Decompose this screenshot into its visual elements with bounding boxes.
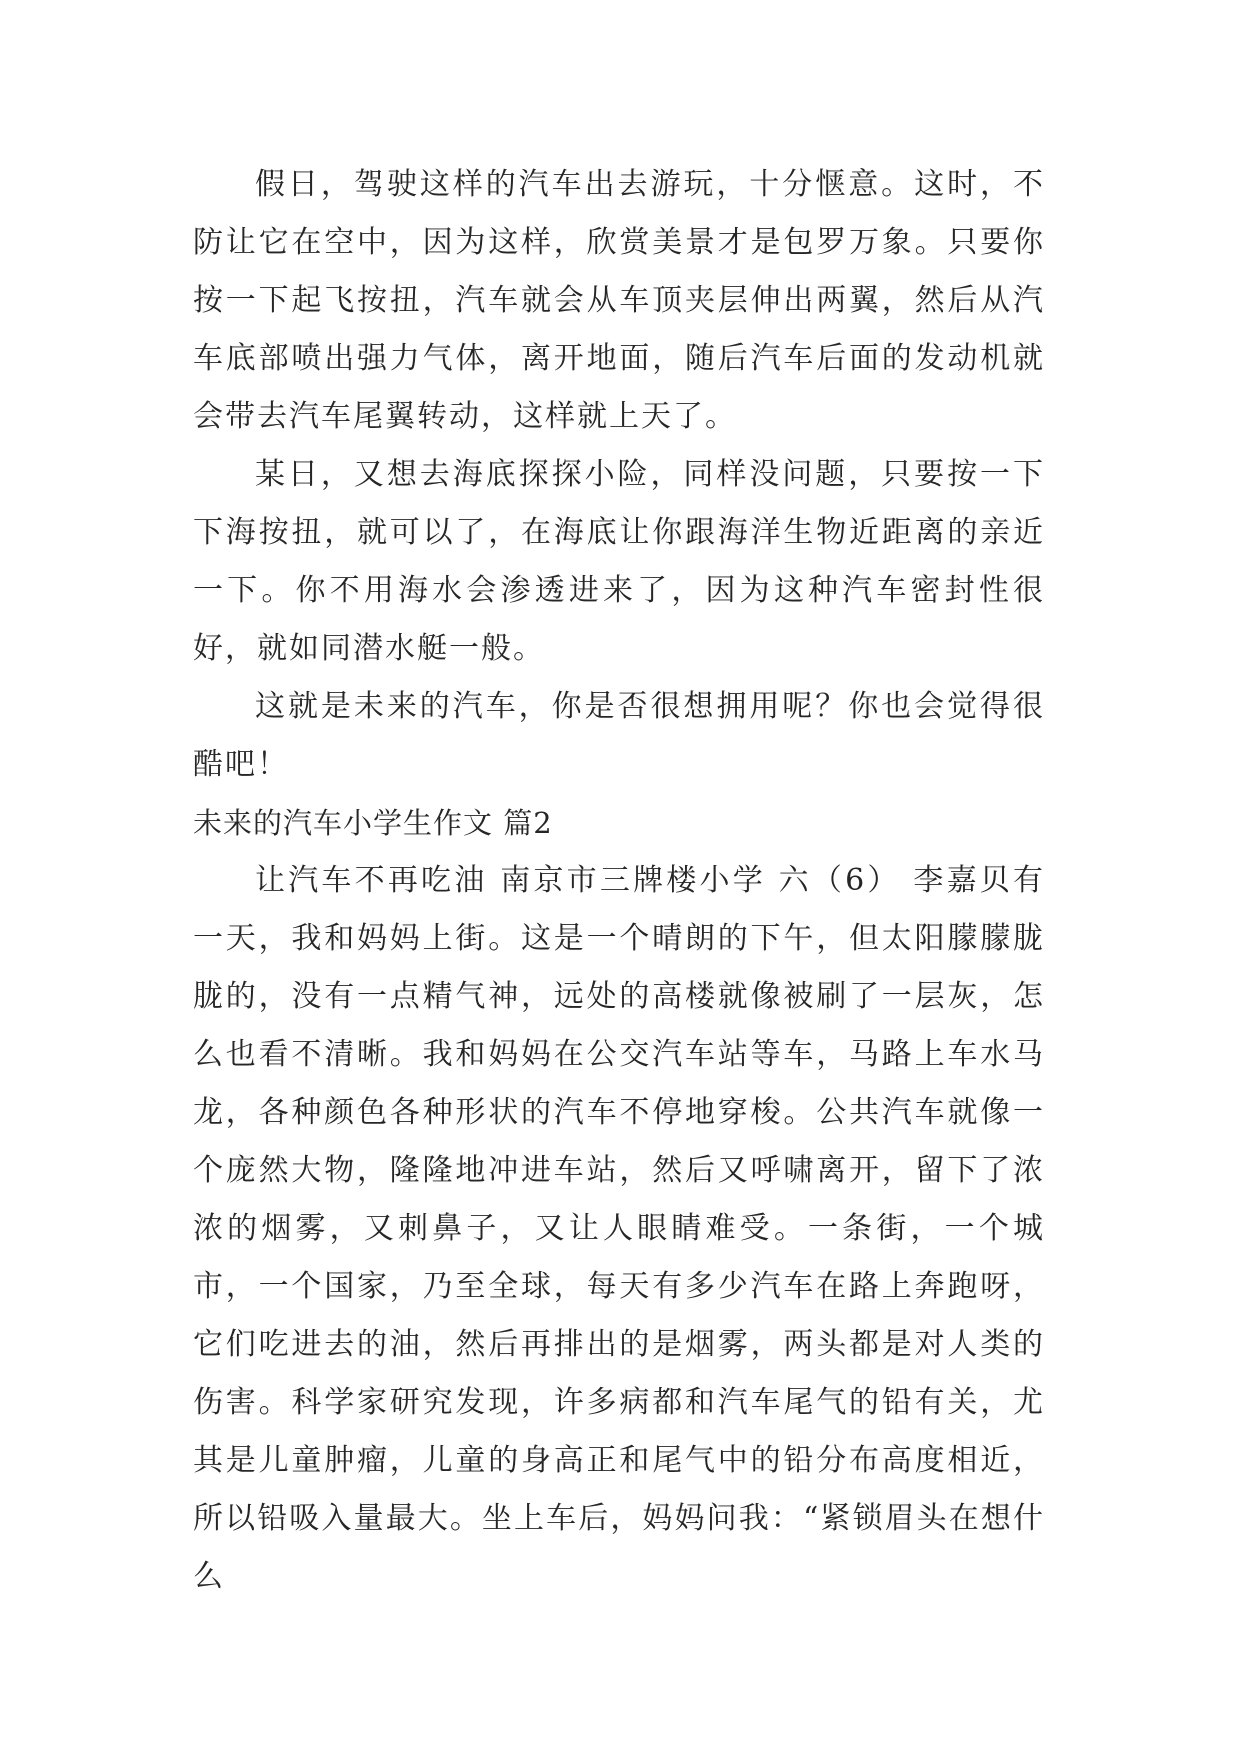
paragraph-underwater-car: 某日，又想去海底探探小险，同样没问题，只要按一下下海按扭，就可以了，在海底让你跟海洋生物近距离的亲近一下。你不用海水会渗透进来了，因为这种汽车密封性很好，就如同潜水艇一般。 — [193, 457, 1045, 666]
paragraph-essay-2: 让汽车不再吃油 南京市三牌楼小学 六（6） 李嘉贝有一天，我和妈妈上街。这是一个晴朗的下午，但太阳朦朦胧胧的，没有一点精气神，远处的高楼就像被刷了一层灰，怎么也看不清晰。我和妈妈在公交汽车站等车，马路上车水马龙，各种颜色各种形状的汽车不停地穿梭。公共汽车就像一个庞然大物，隆隆地冲进车站，然后又呼啸离开，留下了浓浓的烟雾，又刺鼻子，又让人眼睛难受。一条街，一个城市，一个国家，乃至全球，每天有多少汽车在路上奔跑呀，它们吃进去的油，然后再排出的是烟雾，两头都是对人类的伤害。科学家研究发现，许多病都和汽车尾气的铅有关，尤其是儿童肿瘤，儿童的身高正和尾气中的铅分布高度相近，所以铅吸入量最大。坐上车后，妈妈问我：“紧锁眉头在想什么 — [193, 863, 1045, 1594]
paragraph-conclusion: 这就是未来的汽车，你是否很想拥用呢？你也会觉得很酷吧！ — [193, 689, 1045, 782]
section-heading: 未来的汽车小学生作文 篇2 — [193, 806, 553, 840]
document-body — [193, 156, 1045, 1606]
paragraph-flying-car: 假日，驾驶这样的汽车出去游玩，十分惬意。这时，不防让它在空中，因为这样，欣赏美景才是包罗万象。只要你按一下起飞按扭，汽车就会从车顶夹层伸出两翼，然后从汽车底部喷出强力气体，离开地面，随后汽车后面的发动机就会带去汽车尾翼转动，这样就上天了。 — [193, 167, 1045, 434]
